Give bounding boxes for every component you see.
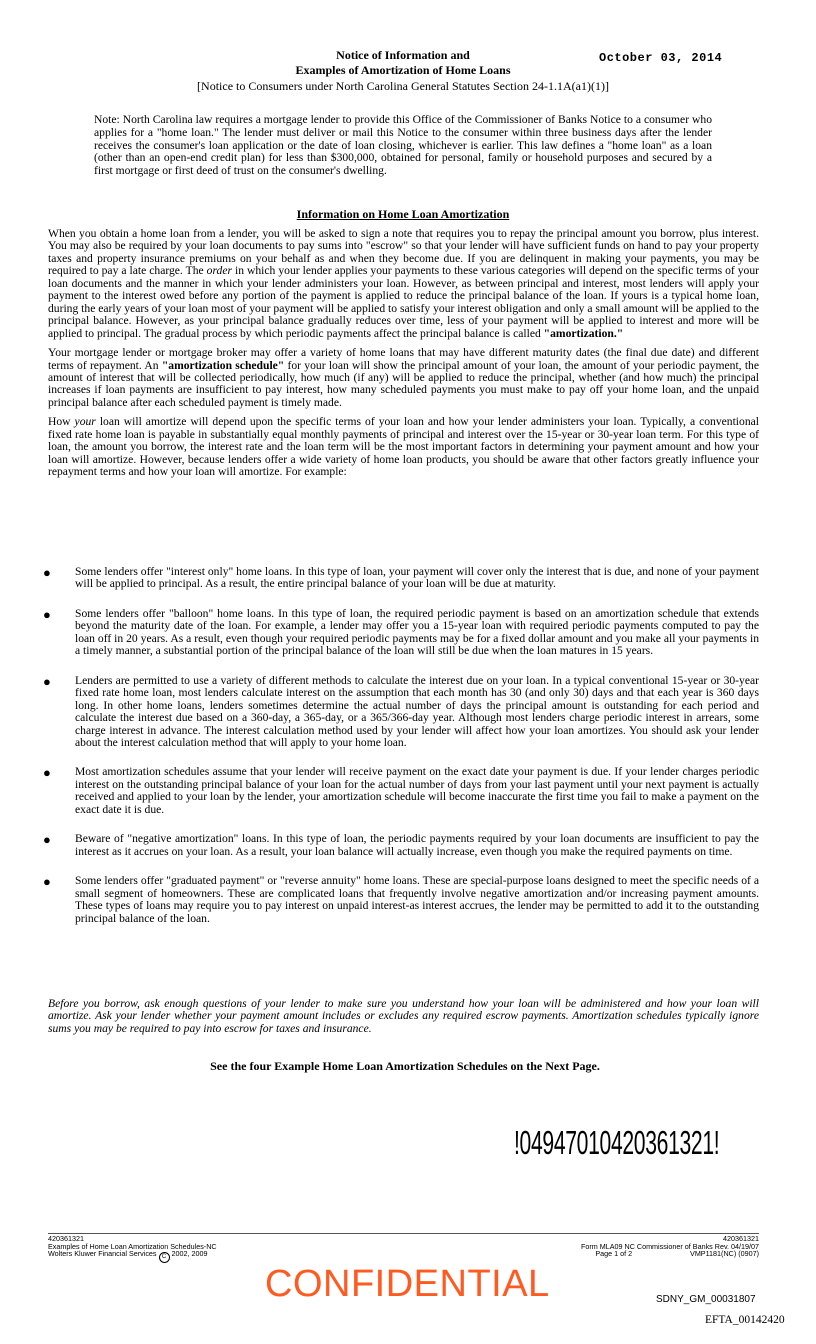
footer-left — [48, 1235, 217, 1263]
confidential-stamp: CONFIDENTIAL — [265, 1263, 550, 1305]
footer-right-page: Page 1 of 2 VMP1181(NC) (0907) — [595, 1249, 759, 1259]
footer-right — [581, 1235, 759, 1258]
footer-left-copyright: Wolters Kluwer Financial Services C 2002, 2009 — [48, 1250, 217, 1263]
efta-number: EFTA_00142420 — [705, 1314, 785, 1326]
list-item: ● Most amortization schedules assume that your lender will receive payment on the exact date your payment is due. If your lender charges periodic interest on the outstanding principal balance of your loan for the actual number of days from your last payment until your next payment is actually received and applied to your loan by the lender, your amortization schedule will become inaccurate the first time you fail to make a payment on the exact date it is due. — [43, 765, 759, 816]
list-item: ● Some lenders offer "graduated payment" or "reverse annuity" home loans. These are special-purpose loans designed to meet the specific needs of a small segment of homeowners. These are complicated loans that frequently involve negative amortization and/or increasing payment amounts. These types of loans may require you to pay interest on unpaid interest-as interest accrues, the lender may be permitted to add it to the outstanding principal balance of the loan. — [43, 874, 759, 925]
barcode: !04947010420361321! — [514, 1124, 720, 1161]
list-item: ● Some lenders offer "interest only" home loans. In this type of loan, your payment will cover only the interest that is due, and none of your payment will be applied to principal. As a result, the entire principal balance of your loan will be due at maturity. — [43, 565, 759, 591]
paragraph-your-loan: How your loan will amortize will depend upon the specific terms of your loan and how your lender administers your loan. Typically, a conventional fixed rate home loan is payable in substantially equal monthly payments of principal and interest over the 15-year or 30-year loan term. For this type of loan, the amount you borrow, the interest rate and the loan term will be the most important factors in determining your payment amount and how your loan will amortize. However, because lenders offer a wide variety of home loan products, you should be aware that other factors greatly influence your repayment terms and how your loan will amortize. For example: — [48, 415, 759, 479]
bullet-icon: ● — [43, 673, 51, 689]
see-next-page: See the four Example Home Loan Amortization Schedules on the Next Page. — [210, 1059, 600, 1073]
footer-left-id: 420361321 — [48, 1234, 84, 1243]
list-item: ● Lenders are permitted to use a variety of different methods to calculate the interest due on your loan. In a typical conventional 15-year or 30-year fixed rate home loan, most lenders calculate interest on the assumption that each month has 30 (and only 30) days and that each year is 360 days long. In other home loans, lenders sometimes determine the actual number of days the principal amount is outstanding for each period and calculate the interest due based on a 360-day, a 365-day, or a 365/366-day year. Although most lenders charge periodic interest in arrears, some charge interest in advance. The interest calculation method used by your lender will affect how your loan amortizes. You should ask your lender about the interest calculation method that will apply to your home loan. — [43, 673, 759, 749]
list-item: ● Some lenders offer "balloon" home loans. In this type of loan, the required periodic payment is based on an amortization schedule that extends beyond the maturity date of the loan. For example, a lender may offer you a 15-year loan with required periodic payments computed to pay the loan off in 20 years. As a result, even though your required periodic payments may be for a fixed dollar amount and you make all your payments in a timely manner, a substantial portion of the principal balance of the loan will still be due when the loan matures in 15 years. — [43, 606, 759, 658]
footer-divider — [48, 1233, 759, 1234]
footer-right-id: 420361321 — [723, 1234, 759, 1243]
list-item: ● Beware of "negative amortization" loans. In this type of loan, the periodic payments required by your loan documents are insufficient to pay the interest as it accrues on your loan. As a result, your loan balance will actually increase, even though you make the required payments on time. — [43, 832, 759, 858]
footer-left-title: Examples of Home Loan Amortization Schedules-NC — [48, 1241, 217, 1251]
nc-law-note: Note: North Carolina law requires a mortgage lender to provide this Office of the Commissioner of Banks Notice to a consumer who applies for a "home loan." The lender must deliver or mail this Notice to the consumer within three business days after the lender receives the consumer's loan application or the date of loan closing, whichever is earlier. This law defines a "home loan" as a loan (other than an open-end credit plan) for less than $300,000, obtained for personal, family or household purposes and secured by a first mortgage or first deed of trust on the consumer's dwelling. — [94, 113, 712, 178]
bullet-icon: ● — [43, 606, 51, 622]
bullet-icon: ● — [43, 832, 51, 848]
notice-title-line2: Examples of Amortization of Home Loans — [295, 63, 511, 77]
closing-advice: Before you borrow, ask enough questions of your lender to make sure you understand how your loan will be administered and how your loan will amortize. Ask your lender whether your payment amount includes or excludes any required escrow payments. Amortization schedules typically ignore sums you may be required to pay into escrow for taxes and insurance. — [48, 997, 759, 1035]
bullet-icon: ● — [43, 874, 51, 890]
bates-number: SDNY_GM_00031807 — [656, 1294, 756, 1305]
notice-subtitle: [Notice to Consumers under North Carolina General Statutes Section 24-1.1A(a1)(1)] — [197, 79, 609, 93]
paragraph-schedule: Your mortgage lender or mortgage broker may offer a variety of home loans that may have different maturity dates (the final due date) and different terms of repayment. An "amortization schedule" for your loan will show the principal amount of your loan, the amount of your periodic payment, the amount of interest that will be collected periodically, how much (if any) will be applied to reduce the principal, whether (and how much) the principal increases if loan payments are insufficient to pay interest, how many scheduled payments you must make to pay off your home loan, and the unpaid principal balance after each scheduled payment is timely made. — [48, 346, 759, 409]
bullet-icon: ● — [43, 765, 51, 781]
paragraph-amortization: When you obtain a home loan from a lender, you will be asked to sign a note that requires you to repay the principal amount you borrow, plus interest. You may also be required by your loan documents to pay sums into "escrow" so that your lender will have sufficient funds on hand to pay your property taxes and property insurance premiums on your behalf as and when they become due. If you are delinquent in making your payments, you may be required to pay a late charge. The order in which your lender applies your payments to these various categories will depend on the specific terms of your loan documents and the manner in which your lender administers your loan. However, as between principal and interest, most lenders will apply your payment to the interest owed before any portion of the payment is applied to reduce the principal balance of the loan. If yours is a typical home loan, during the early years of your loan most of your payment will be applied to satisfy your interest obligation and only a small amount will be applied to the principal balance. However, as your principal balance gradually reduces over time, less of your payment will be applied to interest and more will be applied to principal. The gradual process by which periodic payments affect the principal balance is called "amortization." — [48, 227, 759, 340]
section-title: Information on Home Loan Amortization — [296, 207, 510, 221]
copyright-icon: C — [159, 1252, 170, 1263]
bullet-icon: ● — [43, 565, 51, 580]
body-text — [48, 228, 759, 486]
bullet-list — [43, 565, 759, 942]
footer-right-form: Form MLA09 NC Commissioner of Banks Rev. 04/19/07 — [580, 1241, 759, 1251]
notice-title-line1: Notice of Information and — [336, 48, 470, 62]
notice-date: October 03, 2014 — [599, 51, 723, 65]
